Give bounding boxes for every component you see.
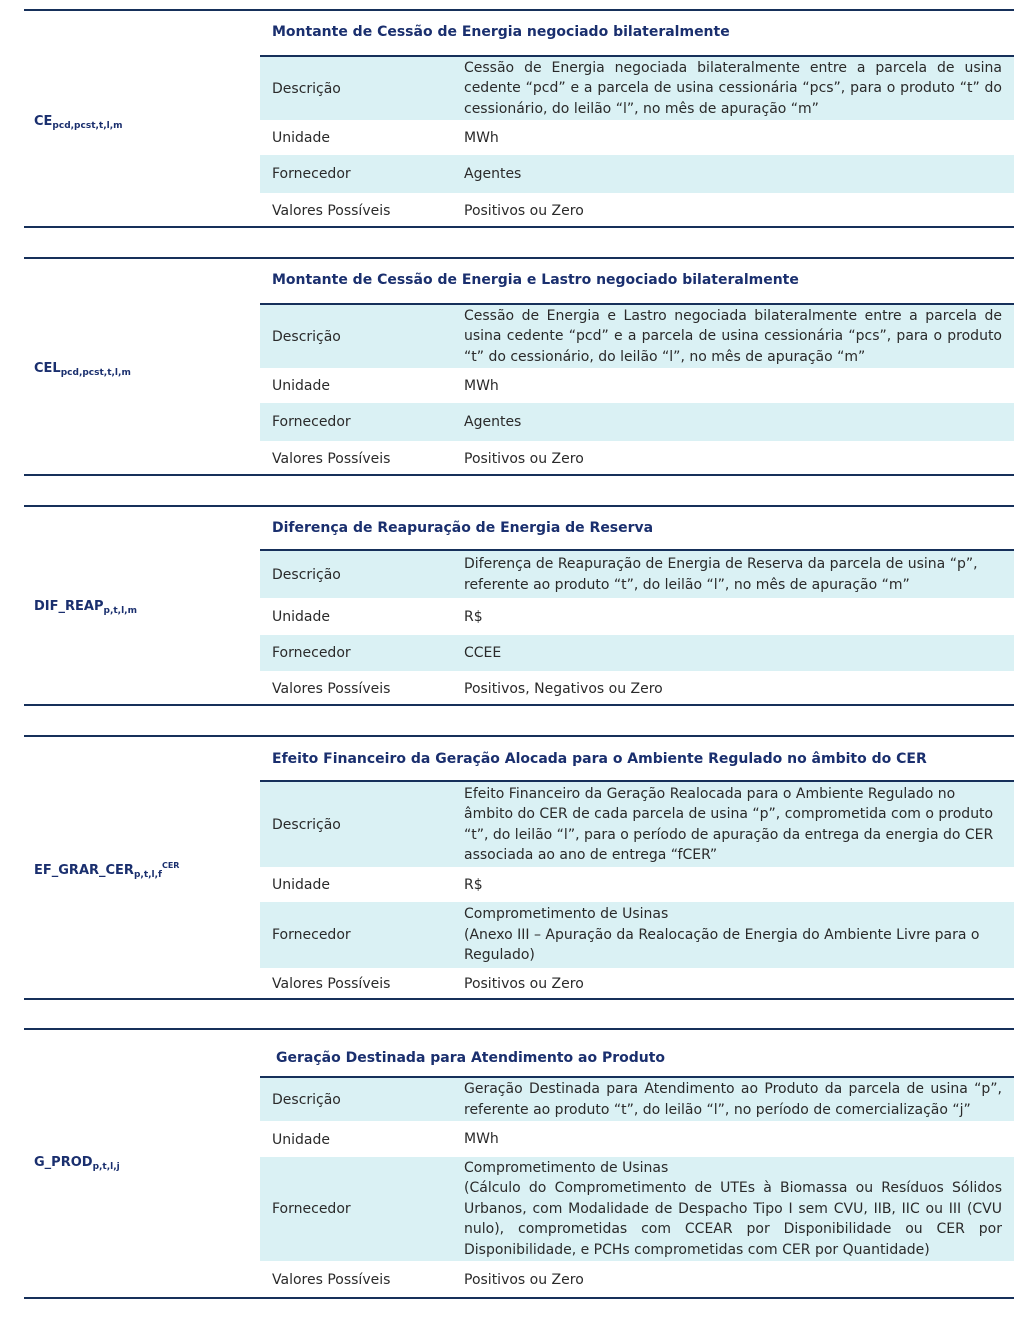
label-descricao: Descrição <box>272 816 341 833</box>
value-unidade: MWh <box>464 1131 499 1148</box>
variable-block-dif-reap <box>24 505 1014 706</box>
value-unidade: MWh <box>464 129 499 146</box>
variable-name: $G\_PROD_{p,t,l,j}$ <box>34 1155 120 1172</box>
label-fornecedor: Fornecedor <box>272 645 351 661</box>
row-unidade <box>260 1122 1014 1157</box>
row-valores <box>260 968 1014 1000</box>
attribute-table <box>260 780 1014 1000</box>
attribute-table <box>260 303 1014 477</box>
label-valores: Valores Possíveis <box>272 1272 391 1288</box>
label-descricao: Descrição <box>272 566 341 583</box>
row-fornecedor <box>260 403 1014 441</box>
value-valores: Positivos ou Zero <box>464 975 584 992</box>
value-valores: Positivos ou Zero <box>464 1271 584 1288</box>
variable-title: Efeito Financeiro da Geração Alocada para o Ambiente Regulado no âmbito do CER <box>272 751 927 767</box>
variable-name: $EF\_GRAR\_CER_{p,t,l,f}^{CER}$ <box>34 861 180 880</box>
row-unidade <box>260 868 1014 902</box>
variable-title: Montante de Cessão de Energia e Lastro negociado bilateralmente <box>272 272 799 288</box>
row-valores <box>260 1261 1014 1299</box>
row-fornecedor <box>260 902 1014 968</box>
label-unidade: Unidade <box>272 609 330 625</box>
row-unidade <box>260 121 1014 155</box>
row-descricao <box>260 305 1014 369</box>
variable-title: Diferença de Reapuração de Energia de Reserva <box>272 520 654 536</box>
variable-title: Geração Destinada para Atendimento ao Produto <box>276 1050 666 1066</box>
value-unidade: R$ <box>464 608 483 625</box>
label-descricao: Descrição <box>272 328 341 345</box>
label-fornecedor: Fornecedor <box>272 414 351 430</box>
variable-name: $CEL_{pcd,pcst,t,l,m}$ <box>34 361 131 378</box>
variable-title: Montante de Cessão de Energia negociado bilateralmente <box>272 24 730 40</box>
row-unidade <box>260 369 1014 403</box>
value-descricao: Cessão de Energia e Lastro negociada bilateralmente entre a parcela de usina cedente “pcd” e a parcela de usina cessionária “pcs”, para o produto “t” do cessionário, do leilão “l”, no mês de apuração “m” <box>464 307 1002 365</box>
row-unidade <box>260 599 1014 635</box>
variable-block-g-prod <box>24 1028 1014 1299</box>
row-valores <box>260 193 1014 229</box>
label-descricao: Descrição <box>272 1091 341 1108</box>
row-valores <box>260 441 1014 477</box>
value-descricao: Efeito Financeiro da Geração Realocada para o Ambiente Regulado no âmbito do CER de cada parcela de usina “p”, comprometida com o produto “t”, do leilão “l”, para o período de apuração da entrega da energia do CER associada ao ano de entrega “fCER” <box>464 785 994 863</box>
label-fornecedor: Fornecedor <box>272 166 351 182</box>
label-descricao: Descrição <box>272 80 341 97</box>
variable-block-cel <box>24 257 1014 476</box>
label-valores: Valores Possíveis <box>272 203 391 219</box>
label-fornecedor: Fornecedor <box>272 1201 351 1217</box>
value-fornecedor: Agentes <box>464 165 522 182</box>
row-descricao <box>260 782 1014 868</box>
label-unidade: Unidade <box>272 1131 330 1148</box>
value-fornecedor: CCEE <box>464 644 502 661</box>
variable-name: $CE_{pcd,pcst,t,l,m}$ <box>34 114 123 131</box>
label-fornecedor: Fornecedor <box>272 927 351 943</box>
row-descricao <box>260 57 1014 121</box>
value-descricao: Geração Destinada para Atendimento ao Produto da parcela de usina “p”, referente ao produto “t”, do leilão “l”, no período de comercialização “j” <box>464 1081 1002 1118</box>
value-fornecedor: Comprometimento de Usinas (Cálculo do Comprometimento de UTEs à Biomassa ou Resíduos Sólidos Urbanos, com Modalidade de Despacho Tipo I sem CVU, IIB, IIC ou III (CVU nulo), comprometidas com CCEAR por Disponibilidade ou CER por Disponibilidade, e PCHs comprometidas com CER por Quantidade) <box>464 1159 1002 1258</box>
label-unidade: Unidade <box>272 130 330 146</box>
label-valores: Valores Possíveis <box>272 976 391 992</box>
attribute-table <box>260 1076 1014 1299</box>
value-unidade: MWh <box>464 377 499 394</box>
value-valores: Positivos, Negativos ou Zero <box>464 680 663 697</box>
label-unidade: Unidade <box>272 877 330 893</box>
value-descricao: Diferença de Reapuração de Energia de Reserva da parcela de usina “p”, referente ao produto “t”, do leilão “l”, no mês de apuração “m” <box>464 556 978 593</box>
row-descricao <box>260 551 1014 599</box>
attribute-table <box>260 55 1014 229</box>
row-fornecedor <box>260 635 1014 671</box>
label-unidade: Unidade <box>272 378 330 394</box>
value-valores: Positivos ou Zero <box>464 450 584 467</box>
label-valores: Valores Possíveis <box>272 451 391 467</box>
label-valores: Valores Possíveis <box>272 681 391 697</box>
row-fornecedor <box>260 155 1014 193</box>
value-fornecedor: Comprometimento de Usinas (Anexo III – Apuração da Realocação de Energia do Ambiente Livre para o Regulado) <box>464 906 980 964</box>
value-valores: Positivos ou Zero <box>464 202 584 219</box>
variable-block-ce <box>24 9 1014 228</box>
attribute-table <box>260 549 1014 707</box>
row-descricao <box>260 1078 1014 1122</box>
row-valores <box>260 671 1014 707</box>
value-unidade: R$ <box>464 876 483 893</box>
variable-block-ef-grar-cer <box>24 735 1014 1000</box>
value-descricao: Cessão de Energia negociada bilateralmente entre a parcela de usina cedente “pcd” e a parcela de usina cessionária “pcs”, para o produto “t” do cessionário, do leilão “l”, no mês de apuração “m” <box>464 59 1002 117</box>
variable-name: $DIF\_REAP_{p,t,l,m}$ <box>34 599 137 616</box>
value-fornecedor: Agentes <box>464 413 522 430</box>
row-fornecedor <box>260 1157 1014 1261</box>
